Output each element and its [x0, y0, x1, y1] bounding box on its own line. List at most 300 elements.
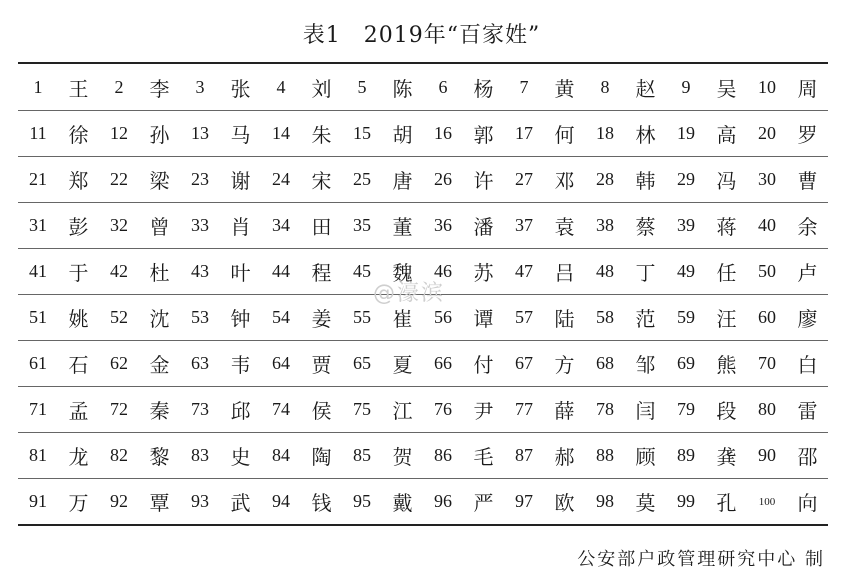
surname-char: 钟	[230, 307, 251, 331]
surname-entry	[99, 64, 180, 110]
surname-entry	[180, 157, 261, 202]
rank-number: 71	[29, 399, 47, 419]
rank-number: 92	[110, 491, 128, 511]
surname-char: 严	[473, 491, 494, 515]
surname-char: 谭	[473, 307, 494, 331]
surname-entry	[261, 249, 342, 294]
surname-char: 顾	[635, 445, 656, 469]
rank-number: 38	[596, 215, 614, 235]
rank-number: 11	[29, 123, 47, 143]
surname-entry	[99, 433, 180, 478]
surname-entry	[504, 249, 585, 294]
rank-number: 57	[515, 307, 533, 327]
rank-number: 94	[272, 491, 290, 511]
surname-entry	[423, 433, 504, 478]
surname-char: 肖	[230, 215, 251, 239]
surname-entry	[261, 157, 342, 202]
rank-number: 46	[434, 261, 452, 281]
surname-char: 毛	[473, 445, 494, 469]
surname-char: 吕	[554, 261, 575, 285]
surname-char: 武	[230, 491, 251, 515]
surname-char: 罗	[797, 123, 818, 147]
surname-entry	[666, 479, 747, 524]
table-row	[18, 478, 828, 524]
surname-char: 宋	[311, 169, 332, 193]
surname-char: 钱	[311, 491, 332, 515]
surname-entry	[423, 157, 504, 202]
surname-char: 蔡	[635, 215, 656, 239]
footer-source: 公安部户政管理研究中心 制	[577, 549, 825, 570]
rank-number: 37	[515, 215, 533, 235]
surname-entry	[261, 111, 342, 156]
surname-char: 潘	[473, 215, 494, 239]
surname-entry	[423, 341, 504, 386]
surname-entry	[99, 387, 180, 432]
rank-number: 84	[272, 445, 290, 465]
surname-char: 杨	[473, 76, 494, 101]
surname-char: 韦	[230, 353, 251, 377]
surname-char: 侯	[311, 399, 332, 423]
surname-char: 廖	[797, 307, 818, 331]
surname-char: 高	[716, 123, 737, 147]
surname-char: 黎	[149, 445, 170, 469]
table-row	[18, 432, 828, 478]
surname-char: 刘	[311, 76, 332, 101]
rank-number: 26	[434, 169, 452, 189]
rank-number: 34	[272, 215, 290, 235]
rank-number: 19	[677, 123, 695, 143]
surname-char: 余	[797, 215, 818, 239]
rank-number: 55	[353, 307, 371, 327]
rank-number: 74	[272, 399, 290, 419]
rank-number: 5	[357, 76, 367, 97]
rank-number: 2	[114, 76, 124, 97]
surname-entry	[504, 433, 585, 478]
surname-char: 莫	[635, 491, 656, 515]
rank-number: 44	[272, 261, 290, 281]
surname-char: 付	[473, 353, 494, 377]
rank-number: 4	[276, 76, 286, 97]
rank-number: 90	[758, 445, 776, 465]
surname-entry	[18, 387, 99, 432]
rank-number: 86	[434, 445, 452, 465]
surname-char: 戴	[392, 491, 413, 515]
rank-number: 35	[353, 215, 371, 235]
surname-entry	[585, 203, 666, 248]
surname-entry	[585, 479, 666, 524]
surname-char: 王	[68, 76, 89, 101]
rank-number: 83	[191, 445, 209, 465]
surname-entry	[504, 479, 585, 524]
rank-number: 64	[272, 353, 290, 373]
rank-number: 80	[758, 399, 776, 419]
rank-number: 25	[353, 169, 371, 189]
surname-entry	[342, 433, 423, 478]
rank-number: 30	[758, 169, 776, 189]
surname-entry	[99, 295, 180, 340]
surname-char: 吴	[716, 76, 737, 101]
surname-entry	[747, 433, 828, 478]
surname-entry	[99, 479, 180, 524]
rank-number: 22	[110, 169, 128, 189]
rank-number: 72	[110, 399, 128, 419]
surname-char: 魏	[392, 261, 413, 285]
rank-number: 12	[110, 123, 128, 143]
surname-char: 邵	[797, 445, 818, 469]
surname-entry	[18, 295, 99, 340]
table-row	[18, 340, 828, 386]
rank-number: 59	[677, 307, 695, 327]
surname-entry	[747, 64, 828, 110]
rank-number: 7	[519, 76, 529, 97]
surname-entry	[423, 64, 504, 110]
surname-char: 曾	[149, 215, 170, 239]
rank-number: 8	[600, 76, 610, 97]
rank-number: 21	[29, 169, 47, 189]
surname-entry	[585, 249, 666, 294]
rank-number: 60	[758, 307, 776, 327]
surname-entry	[747, 249, 828, 294]
surname-char: 崔	[392, 307, 413, 331]
surname-entry	[18, 157, 99, 202]
surname-entry	[747, 111, 828, 156]
surname-char: 冯	[716, 169, 737, 193]
rank-number: 1	[33, 76, 43, 97]
surname-entry	[585, 157, 666, 202]
rank-number: 27	[515, 169, 533, 189]
rank-number: 24	[272, 169, 290, 189]
surname-char: 杜	[149, 261, 170, 285]
surname-char: 唐	[392, 169, 413, 193]
surname-entry	[504, 111, 585, 156]
rank-number: 97	[515, 491, 533, 511]
surname-entry	[585, 341, 666, 386]
surname-char: 雷	[797, 399, 818, 423]
surname-char: 石	[68, 353, 89, 377]
surname-char: 胡	[392, 123, 413, 147]
rank-number: 10	[758, 76, 776, 97]
surname-entry	[747, 203, 828, 248]
surname-entry	[423, 387, 504, 432]
rank-number: 79	[677, 399, 695, 419]
surname-entry	[261, 64, 342, 110]
surname-entry	[261, 341, 342, 386]
surname-char: 金	[149, 353, 170, 377]
surname-entry	[423, 203, 504, 248]
rank-number: 13	[191, 123, 209, 143]
rank-number: 33	[191, 215, 209, 235]
surname-char: 邱	[230, 399, 251, 423]
surname-char: 尹	[473, 399, 494, 423]
surname-char: 林	[635, 123, 656, 147]
surname-entry	[261, 479, 342, 524]
surname-char: 闫	[635, 399, 656, 423]
surname-char: 欧	[554, 491, 575, 515]
table-row	[18, 64, 828, 110]
surname-char: 孔	[716, 491, 737, 515]
surname-char: 于	[68, 261, 89, 285]
rank-number: 16	[434, 123, 452, 143]
surname-char: 万	[68, 491, 89, 515]
rank-number: 36	[434, 215, 452, 235]
surname-char: 邹	[635, 353, 656, 377]
surname-entry	[99, 203, 180, 248]
surname-char: 贾	[311, 353, 332, 377]
surname-entry	[747, 157, 828, 202]
rank-number: 40	[758, 215, 776, 235]
rank-number: 23	[191, 169, 209, 189]
surname-char: 史	[230, 445, 251, 469]
surname-char: 白	[797, 353, 818, 377]
surname-char: 马	[230, 123, 251, 147]
rank-number: 39	[677, 215, 695, 235]
surname-char: 陆	[554, 307, 575, 331]
surname-entry	[342, 387, 423, 432]
surname-entry	[504, 341, 585, 386]
rank-number: 70	[758, 353, 776, 373]
rank-number: 61	[29, 353, 47, 373]
surname-char: 田	[311, 215, 332, 239]
surname-entry	[585, 387, 666, 432]
rank-number: 56	[434, 307, 452, 327]
surname-char: 段	[716, 399, 737, 423]
surname-char: 赵	[635, 76, 656, 101]
surname-entry	[747, 387, 828, 432]
surname-char: 秦	[149, 399, 170, 423]
rank-number: 73	[191, 399, 209, 419]
surname-entry	[342, 157, 423, 202]
surname-char: 熊	[716, 353, 737, 377]
surname-char: 彭	[68, 215, 89, 239]
rank-number: 20	[758, 123, 776, 143]
surname-entry	[99, 249, 180, 294]
surname-char: 郭	[473, 123, 494, 147]
rank-number: 14	[272, 123, 290, 143]
surname-entry	[99, 157, 180, 202]
table-row	[18, 110, 828, 156]
rank-number: 76	[434, 399, 452, 419]
surname-char: 郑	[68, 169, 89, 193]
rank-number: 43	[191, 261, 209, 281]
surname-char: 程	[311, 261, 332, 285]
rank-number: 67	[515, 353, 533, 373]
surname-entry	[423, 111, 504, 156]
table-title: 表1 2019年“百家姓”	[302, 23, 541, 48]
surname-char: 姚	[68, 307, 89, 331]
surname-entry	[180, 479, 261, 524]
surname-entry	[666, 64, 747, 110]
surname-char: 薛	[554, 399, 575, 423]
surname-char: 任	[716, 261, 737, 285]
rank-number: 81	[29, 445, 47, 465]
rank-number: 100	[758, 495, 776, 508]
rank-number: 3	[195, 76, 205, 97]
surname-char: 张	[230, 76, 251, 101]
surname-entry	[342, 479, 423, 524]
surname-entry	[180, 341, 261, 386]
surname-char: 卢	[797, 261, 818, 285]
rank-number: 6	[438, 76, 448, 97]
surname-char: 陈	[392, 76, 413, 101]
surname-entry	[180, 203, 261, 248]
surname-entry	[342, 203, 423, 248]
surname-entry	[180, 249, 261, 294]
table-row	[18, 202, 828, 248]
surname-entry	[504, 295, 585, 340]
surname-entry	[342, 64, 423, 110]
surname-entry	[180, 295, 261, 340]
surname-entry	[180, 387, 261, 432]
table-row	[18, 156, 828, 202]
rank-number: 28	[596, 169, 614, 189]
surname-char: 方	[554, 353, 575, 377]
surname-char: 苏	[473, 261, 494, 285]
surname-char: 何	[554, 123, 575, 147]
surname-entry	[342, 341, 423, 386]
surname-entry	[666, 341, 747, 386]
surname-entry	[18, 433, 99, 478]
surname-entry	[666, 249, 747, 294]
surname-char: 孟	[68, 399, 89, 423]
surname-char: 梁	[149, 169, 170, 193]
rank-number: 78	[596, 399, 614, 419]
surname-entry	[666, 295, 747, 340]
surname-entry	[18, 203, 99, 248]
surname-char: 贺	[392, 445, 413, 469]
rank-number: 54	[272, 307, 290, 327]
rank-number: 75	[353, 399, 371, 419]
surname-entry	[180, 64, 261, 110]
surname-char: 汪	[716, 307, 737, 331]
rank-number: 42	[110, 261, 128, 281]
surname-entry	[585, 111, 666, 156]
surname-char: 邓	[554, 169, 575, 193]
watermark: @濠滨	[373, 281, 446, 306]
surname-char: 曹	[797, 169, 818, 193]
rank-number: 9	[681, 76, 691, 97]
rank-number: 62	[110, 353, 128, 373]
surname-entry	[666, 387, 747, 432]
surname-char: 丁	[635, 261, 656, 285]
rank-number: 52	[110, 307, 128, 327]
rank-number: 93	[191, 491, 209, 511]
surname-entry	[18, 64, 99, 110]
surname-entry	[585, 433, 666, 478]
surname-entry	[261, 203, 342, 248]
rank-number: 99	[677, 491, 695, 511]
rank-number: 63	[191, 353, 209, 373]
rank-number: 47	[515, 261, 533, 281]
rank-number: 17	[515, 123, 533, 143]
rank-number: 96	[434, 491, 452, 511]
rank-number: 98	[596, 491, 614, 511]
surname-char: 向	[797, 491, 818, 515]
surname-entry	[261, 295, 342, 340]
surname-entry	[747, 295, 828, 340]
rank-number: 41	[29, 261, 47, 281]
rank-number: 85	[353, 445, 371, 465]
surname-entry	[180, 111, 261, 156]
surname-entry	[18, 341, 99, 386]
surname-entry	[18, 479, 99, 524]
surname-char: 董	[392, 215, 413, 239]
rank-number: 88	[596, 445, 614, 465]
rank-number: 29	[677, 169, 695, 189]
surname-char: 姜	[311, 307, 332, 331]
surname-char: 覃	[149, 491, 170, 515]
surname-char: 沈	[149, 307, 170, 331]
surname-char: 江	[392, 399, 413, 423]
surname-entry	[666, 111, 747, 156]
rank-number: 18	[596, 123, 614, 143]
surname-entry	[504, 203, 585, 248]
rank-number: 49	[677, 261, 695, 281]
surname-entry	[666, 203, 747, 248]
rank-number: 51	[29, 307, 47, 327]
surname-entry	[18, 249, 99, 294]
rank-number: 66	[434, 353, 452, 373]
rank-number: 65	[353, 353, 371, 373]
surname-entry	[504, 157, 585, 202]
surname-char: 周	[797, 76, 818, 101]
rank-number: 53	[191, 307, 209, 327]
surname-entry	[666, 157, 747, 202]
surname-entry	[504, 387, 585, 432]
surname-entry	[585, 295, 666, 340]
surname-char: 黄	[554, 76, 575, 101]
rank-number: 77	[515, 399, 533, 419]
rank-number: 58	[596, 307, 614, 327]
rank-number: 91	[29, 491, 47, 511]
surname-entry	[423, 479, 504, 524]
surname-entry	[261, 387, 342, 432]
surname-entry	[585, 64, 666, 110]
surname-entry	[18, 111, 99, 156]
surname-entry	[99, 341, 180, 386]
rank-number: 82	[110, 445, 128, 465]
surname-char: 袁	[554, 215, 575, 239]
rank-number: 95	[353, 491, 371, 511]
surname-char: 蒋	[716, 215, 737, 239]
surname-entry	[342, 111, 423, 156]
surname-char: 郝	[554, 445, 575, 469]
surname-entry	[747, 479, 828, 524]
rank-number: 48	[596, 261, 614, 281]
rank-number: 31	[29, 215, 47, 235]
surname-char: 范	[635, 307, 656, 331]
rank-number: 87	[515, 445, 533, 465]
rank-number: 32	[110, 215, 128, 235]
surname-char: 孙	[149, 123, 170, 147]
surname-char: 龙	[68, 445, 89, 469]
surname-entry	[504, 64, 585, 110]
rank-number: 15	[353, 123, 371, 143]
surname-char: 徐	[68, 123, 89, 147]
rank-number: 68	[596, 353, 614, 373]
table-row	[18, 386, 828, 432]
rank-number: 69	[677, 353, 695, 373]
rank-number: 89	[677, 445, 695, 465]
rank-number: 45	[353, 261, 371, 281]
surname-char: 夏	[392, 353, 413, 377]
surname-char: 许	[473, 169, 494, 193]
surname-entry	[747, 341, 828, 386]
surname-char: 李	[149, 76, 170, 101]
surname-char: 韩	[635, 169, 656, 193]
surname-char: 龚	[716, 445, 737, 469]
surname-char: 谢	[230, 169, 251, 193]
surname-entry	[99, 111, 180, 156]
